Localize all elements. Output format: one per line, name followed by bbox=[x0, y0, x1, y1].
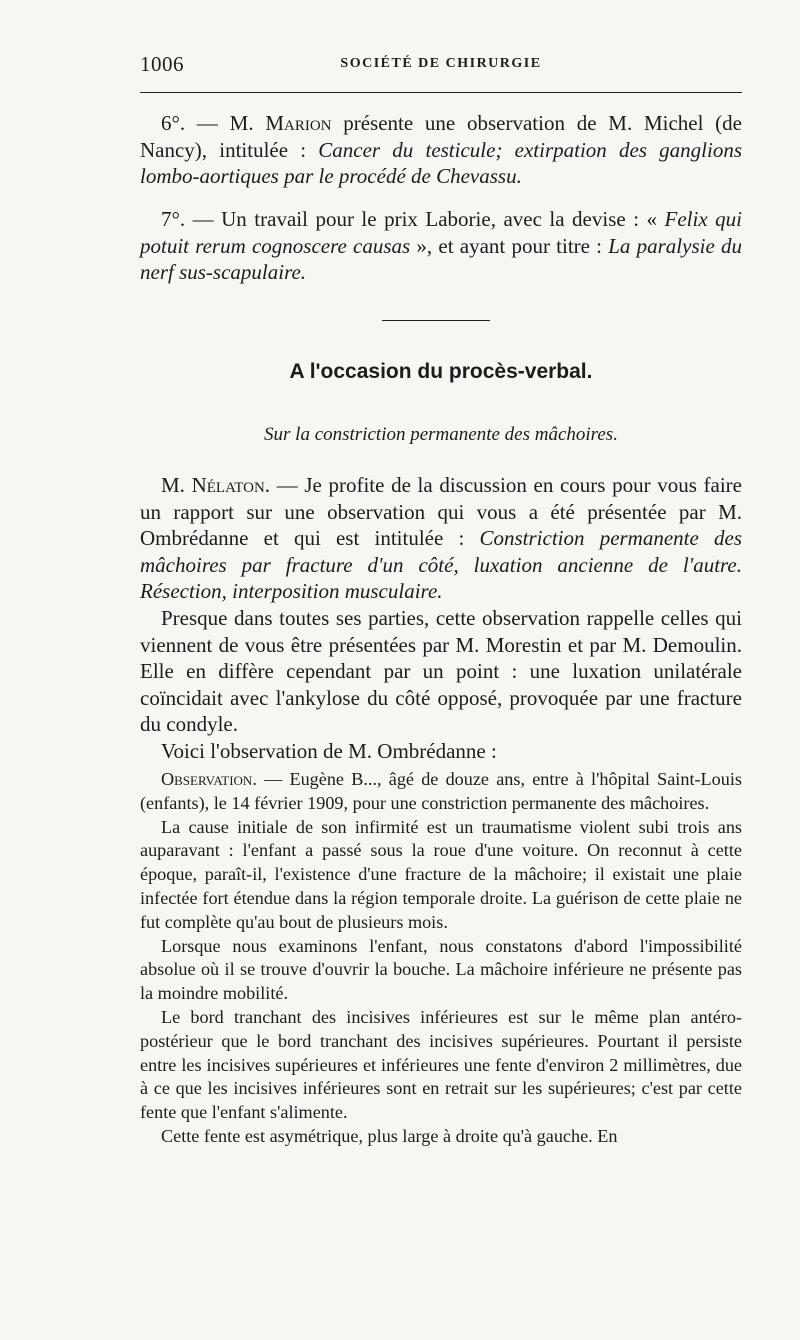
item-7-number: 7°. bbox=[161, 207, 186, 231]
item-6-title: Cancer du testicule; extirpation des ganglions lombo-aortiques par le procédé de Chevassu. bbox=[140, 137, 743, 189]
item-6 bbox=[140, 110, 742, 190]
report-body bbox=[140, 472, 742, 765]
speaker-prefix: M. bbox=[161, 473, 192, 497]
observation-paragraph-1 bbox=[140, 768, 742, 816]
report-paragraph-1-title: Constriction permanente des mâchoires par fracture d'un côté, luxation ancienne de l'autre. Résection, interposition musculaire. bbox=[140, 526, 742, 604]
page-header bbox=[140, 52, 742, 82]
section-title: A l'occasion du procès-verbal. bbox=[289, 360, 593, 383]
item-6-name: Marion bbox=[265, 111, 332, 135]
item-6-text: présente une observation de M. Michel (de Nancy), intitulée : bbox=[140, 111, 742, 162]
speaker-name: Nélaton bbox=[191, 473, 265, 497]
observation-paragraph-2: La cause initiale de son infirmité est un traumatisme violent subi trois ans auparavant : l'enfant a passé sous la roue d'une voiture. On reconnut à cette époque, paraît-il, l'existence d'une fracture de la mâchoire; il existait une plaie infectée fort étendue dans la région temporale droite. La guérison de cette plaie ne fut complète qu'au bout de plusieurs mois. bbox=[140, 816, 742, 932]
observation-paragraph-5: Cette fente est asymétrique, plus large à droite qu'à gauche. En bbox=[161, 1125, 618, 1146]
item-7-title: La paralysie du nerf sus-scapulaire. bbox=[140, 233, 742, 285]
item-6-number: 6°. bbox=[161, 111, 186, 135]
observation-paragraph-4: Le bord tranchant des incisives inférieures est sur le même plan antéro-postérieur que le bord tranchant des incisives supérieures. Pourtant il persiste entre les incisives supérieures et inférieures une fente d'environ 2 millimètres, due à ce que les incisives inférieures sont en retrait sur les supérieures; c'est par cette fente que l'enfant s'alimente. bbox=[140, 1006, 742, 1123]
item-7-motto: Felix qui potuit rerum cognoscere causas bbox=[140, 207, 742, 258]
observation-paragraph-1-text: . — Eugène B..., âgé de douze ans, entre à l'hôpital Saint-Louis (enfants), le 14 février 1909, pour une constriction permanente des mâchoires. bbox=[140, 769, 742, 813]
observation-label: Observation bbox=[161, 769, 253, 789]
running-title: SOCIÉTÉ DE CHIRURGIE bbox=[340, 56, 542, 71]
observation-section bbox=[140, 768, 742, 1149]
observation-paragraph-3: Lorsque nous examinons l'enfant, nous constatons d'abord l'impossibilité absolue où il se trouve d'ouvrir la bouche. La mâchoire inférieure ne présente pas la moindre mobilité. bbox=[140, 935, 742, 1004]
report-paragraph-3: Voici l'observation de M. Ombrédanne : bbox=[161, 738, 497, 763]
report-paragraph-1 bbox=[140, 472, 742, 605]
page-number: 1006 bbox=[140, 52, 184, 76]
section-subtitle: Sur la constriction permanente des mâchoires. bbox=[264, 424, 618, 445]
item-7-paragraph bbox=[140, 206, 742, 286]
item-7-text-2: », et ayant pour titre : bbox=[410, 233, 609, 258]
report-paragraph-1-text: . — Je profite de la discussion en cours pour vous faire un rapport sur une observation qui vous a été présentée par M. Ombrédanne et qui est intitulée : bbox=[140, 473, 742, 551]
item-7 bbox=[140, 206, 742, 286]
header-rule bbox=[140, 92, 742, 93]
item-6-dash: — M. bbox=[185, 111, 266, 135]
section-separator bbox=[382, 320, 490, 321]
item-6-paragraph bbox=[140, 110, 742, 190]
item-7-text-1: — Un travail pour le prix Laborie, avec la devise : « bbox=[185, 207, 665, 231]
report-paragraph-2: Presque dans toutes ses parties, cette observation rappelle celles qui viennent de vous être présentées par M. Morestin et par M. Demoulin. Elle en diffère cependant par un point : une luxation unilatérale coïncidait avec l'ankylose du côté opposé, provoquée par une fracture du condyle. bbox=[140, 605, 742, 737]
